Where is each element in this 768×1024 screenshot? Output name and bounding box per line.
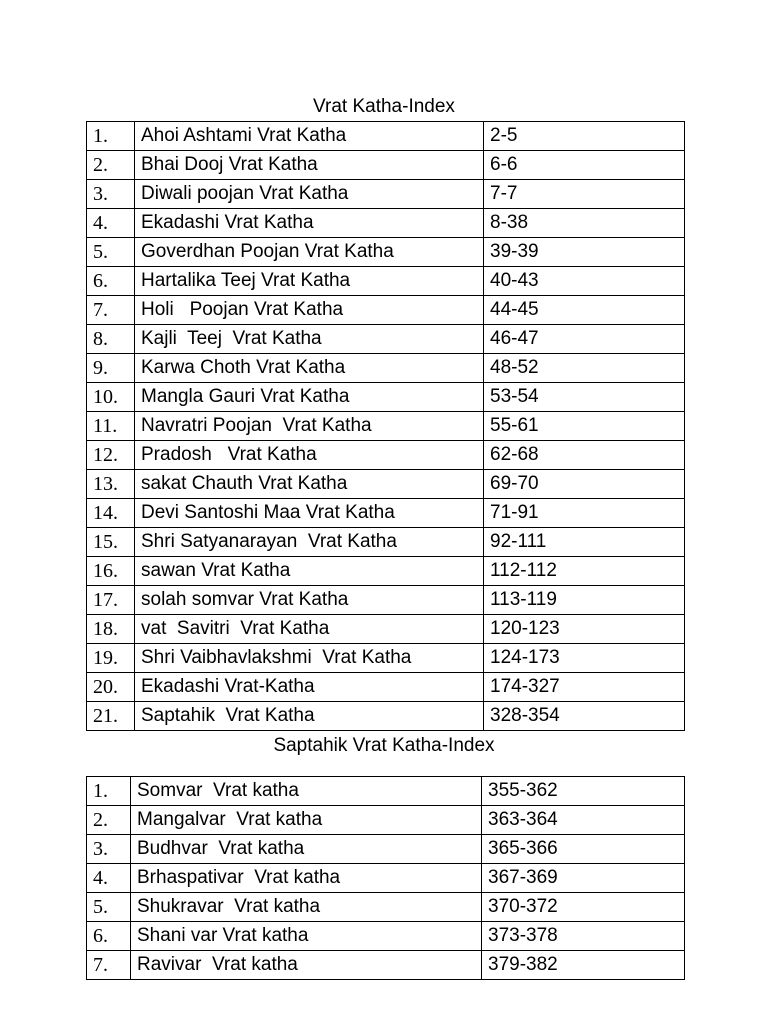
table-row [87, 470, 685, 499]
row-number: 11. [87, 412, 135, 441]
page-range: 44-45 [484, 296, 685, 325]
table-row [87, 586, 685, 615]
page-range: 40-43 [484, 267, 685, 296]
page-range: 62-68 [484, 441, 685, 470]
row-number: 15. [87, 528, 135, 557]
page-range: 53-54 [484, 383, 685, 412]
katha-name: vat Savitri Vrat Katha [135, 615, 484, 644]
page-range: 370-372 [482, 893, 685, 922]
katha-name: sawan Vrat Katha [135, 557, 484, 586]
table-row [87, 296, 685, 325]
katha-name: Shri Vaibhavlakshmi Vrat Katha [135, 644, 484, 673]
saptahik-vrat-katha-index-body [87, 777, 685, 980]
katha-name: Shani var Vrat katha [131, 922, 482, 951]
table-row [87, 893, 685, 922]
page-range: 8-38 [484, 209, 685, 238]
row-number: 2. [87, 151, 135, 180]
katha-name: Mangla Gauri Vrat Katha [135, 383, 484, 412]
page-range: 92-111 [484, 528, 685, 557]
row-number: 12. [87, 441, 135, 470]
table-row [87, 499, 685, 528]
table-row [87, 806, 685, 835]
katha-name: Bhai Dooj Vrat Katha [135, 151, 484, 180]
row-number: 7. [87, 951, 131, 980]
row-number: 3. [87, 835, 131, 864]
katha-name: Navratri Poojan Vrat Katha [135, 412, 484, 441]
row-number: 1. [87, 122, 135, 151]
katha-name: Pradosh Vrat Katha [135, 441, 484, 470]
page-range: 46-47 [484, 325, 685, 354]
page-range: 2-5 [484, 122, 685, 151]
katha-name: sakat Chauth Vrat Katha [135, 470, 484, 499]
table-row [87, 835, 685, 864]
katha-name: Diwali poojan Vrat Katha [135, 180, 484, 209]
saptahik-vrat-katha-index-title: Saptahik Vrat Katha-Index [273, 735, 495, 756]
row-number: 21. [87, 702, 135, 731]
katha-name: Holi Poojan Vrat Katha [135, 296, 484, 325]
row-number: 8. [87, 325, 135, 354]
page-range: 112-112 [484, 557, 685, 586]
katha-name: Goverdhan Poojan Vrat Katha [135, 238, 484, 267]
katha-name: Saptahik Vrat Katha [135, 702, 484, 731]
row-number: 5. [87, 893, 131, 922]
row-number: 6. [87, 267, 135, 296]
katha-name: Budhvar Vrat katha [131, 835, 482, 864]
vrat-katha-index-title: Vrat Katha-Index [313, 96, 455, 117]
vrat-katha-index-table [86, 121, 685, 731]
table-row [87, 122, 685, 151]
page-range: 7-7 [484, 180, 685, 209]
row-number: 13. [87, 470, 135, 499]
page-range: 379-382 [482, 951, 685, 980]
table-row [87, 441, 685, 470]
page-range: 113-119 [484, 586, 685, 615]
row-number: 4. [87, 209, 135, 238]
page-range: 120-123 [484, 615, 685, 644]
row-number: 4. [87, 864, 131, 893]
table-row [87, 644, 685, 673]
page-range: 6-6 [484, 151, 685, 180]
table-row [87, 777, 685, 806]
row-number: 9. [87, 354, 135, 383]
katha-name: Shukravar Vrat katha [131, 893, 482, 922]
row-number: 3. [87, 180, 135, 209]
table-row [87, 325, 685, 354]
row-number: 17. [87, 586, 135, 615]
katha-name: Mangalvar Vrat katha [131, 806, 482, 835]
table-row [87, 615, 685, 644]
katha-name: solah somvar Vrat Katha [135, 586, 484, 615]
katha-name: Ekadashi Vrat-Katha [135, 673, 484, 702]
page-range: 71-91 [484, 499, 685, 528]
table-row [87, 528, 685, 557]
katha-name: Hartalika Teej Vrat Katha [135, 267, 484, 296]
row-number: 19. [87, 644, 135, 673]
katha-name: Brhaspativar Vrat katha [131, 864, 482, 893]
table-row [87, 412, 685, 441]
page-range: 373-378 [482, 922, 685, 951]
katha-name: Kajli Teej Vrat Katha [135, 325, 484, 354]
page-range: 55-61 [484, 412, 685, 441]
table-row [87, 557, 685, 586]
page-range: 124-173 [484, 644, 685, 673]
table-row [87, 238, 685, 267]
row-number: 18. [87, 615, 135, 644]
katha-name: Somvar Vrat katha [131, 777, 482, 806]
table-row [87, 673, 685, 702]
page-range: 367-369 [482, 864, 685, 893]
row-number: 10. [87, 383, 135, 412]
page-range: 363-364 [482, 806, 685, 835]
table-row [87, 267, 685, 296]
table-row [87, 864, 685, 893]
katha-name: Ekadashi Vrat Katha [135, 209, 484, 238]
table-row [87, 354, 685, 383]
katha-name: Shri Satyanarayan Vrat Katha [135, 528, 484, 557]
table-row [87, 383, 685, 412]
page-range: 39-39 [484, 238, 685, 267]
page-range: 355-362 [482, 777, 685, 806]
page-range: 328-354 [484, 702, 685, 731]
katha-name: Devi Santoshi Maa Vrat Katha [135, 499, 484, 528]
table-row [87, 151, 685, 180]
table-row [87, 951, 685, 980]
table-row [87, 209, 685, 238]
page-range: 365-366 [482, 835, 685, 864]
page-range: 69-70 [484, 470, 685, 499]
row-number: 6. [87, 922, 131, 951]
row-number: 16. [87, 557, 135, 586]
row-number: 14. [87, 499, 135, 528]
katha-name: Ahoi Ashtami Vrat Katha [135, 122, 484, 151]
row-number: 7. [87, 296, 135, 325]
katha-name: Ravivar Vrat katha [131, 951, 482, 980]
table-row [87, 702, 685, 731]
table-row [87, 922, 685, 951]
row-number: 20. [87, 673, 135, 702]
saptahik-vrat-katha-index-table [86, 776, 685, 980]
row-number: 1. [87, 777, 131, 806]
table-row [87, 180, 685, 209]
row-number: 5. [87, 238, 135, 267]
vrat-katha-index-body [87, 122, 685, 731]
page-range: 48-52 [484, 354, 685, 383]
katha-name: Karwa Choth Vrat Katha [135, 354, 484, 383]
row-number: 2. [87, 806, 131, 835]
page-range: 174-327 [484, 673, 685, 702]
